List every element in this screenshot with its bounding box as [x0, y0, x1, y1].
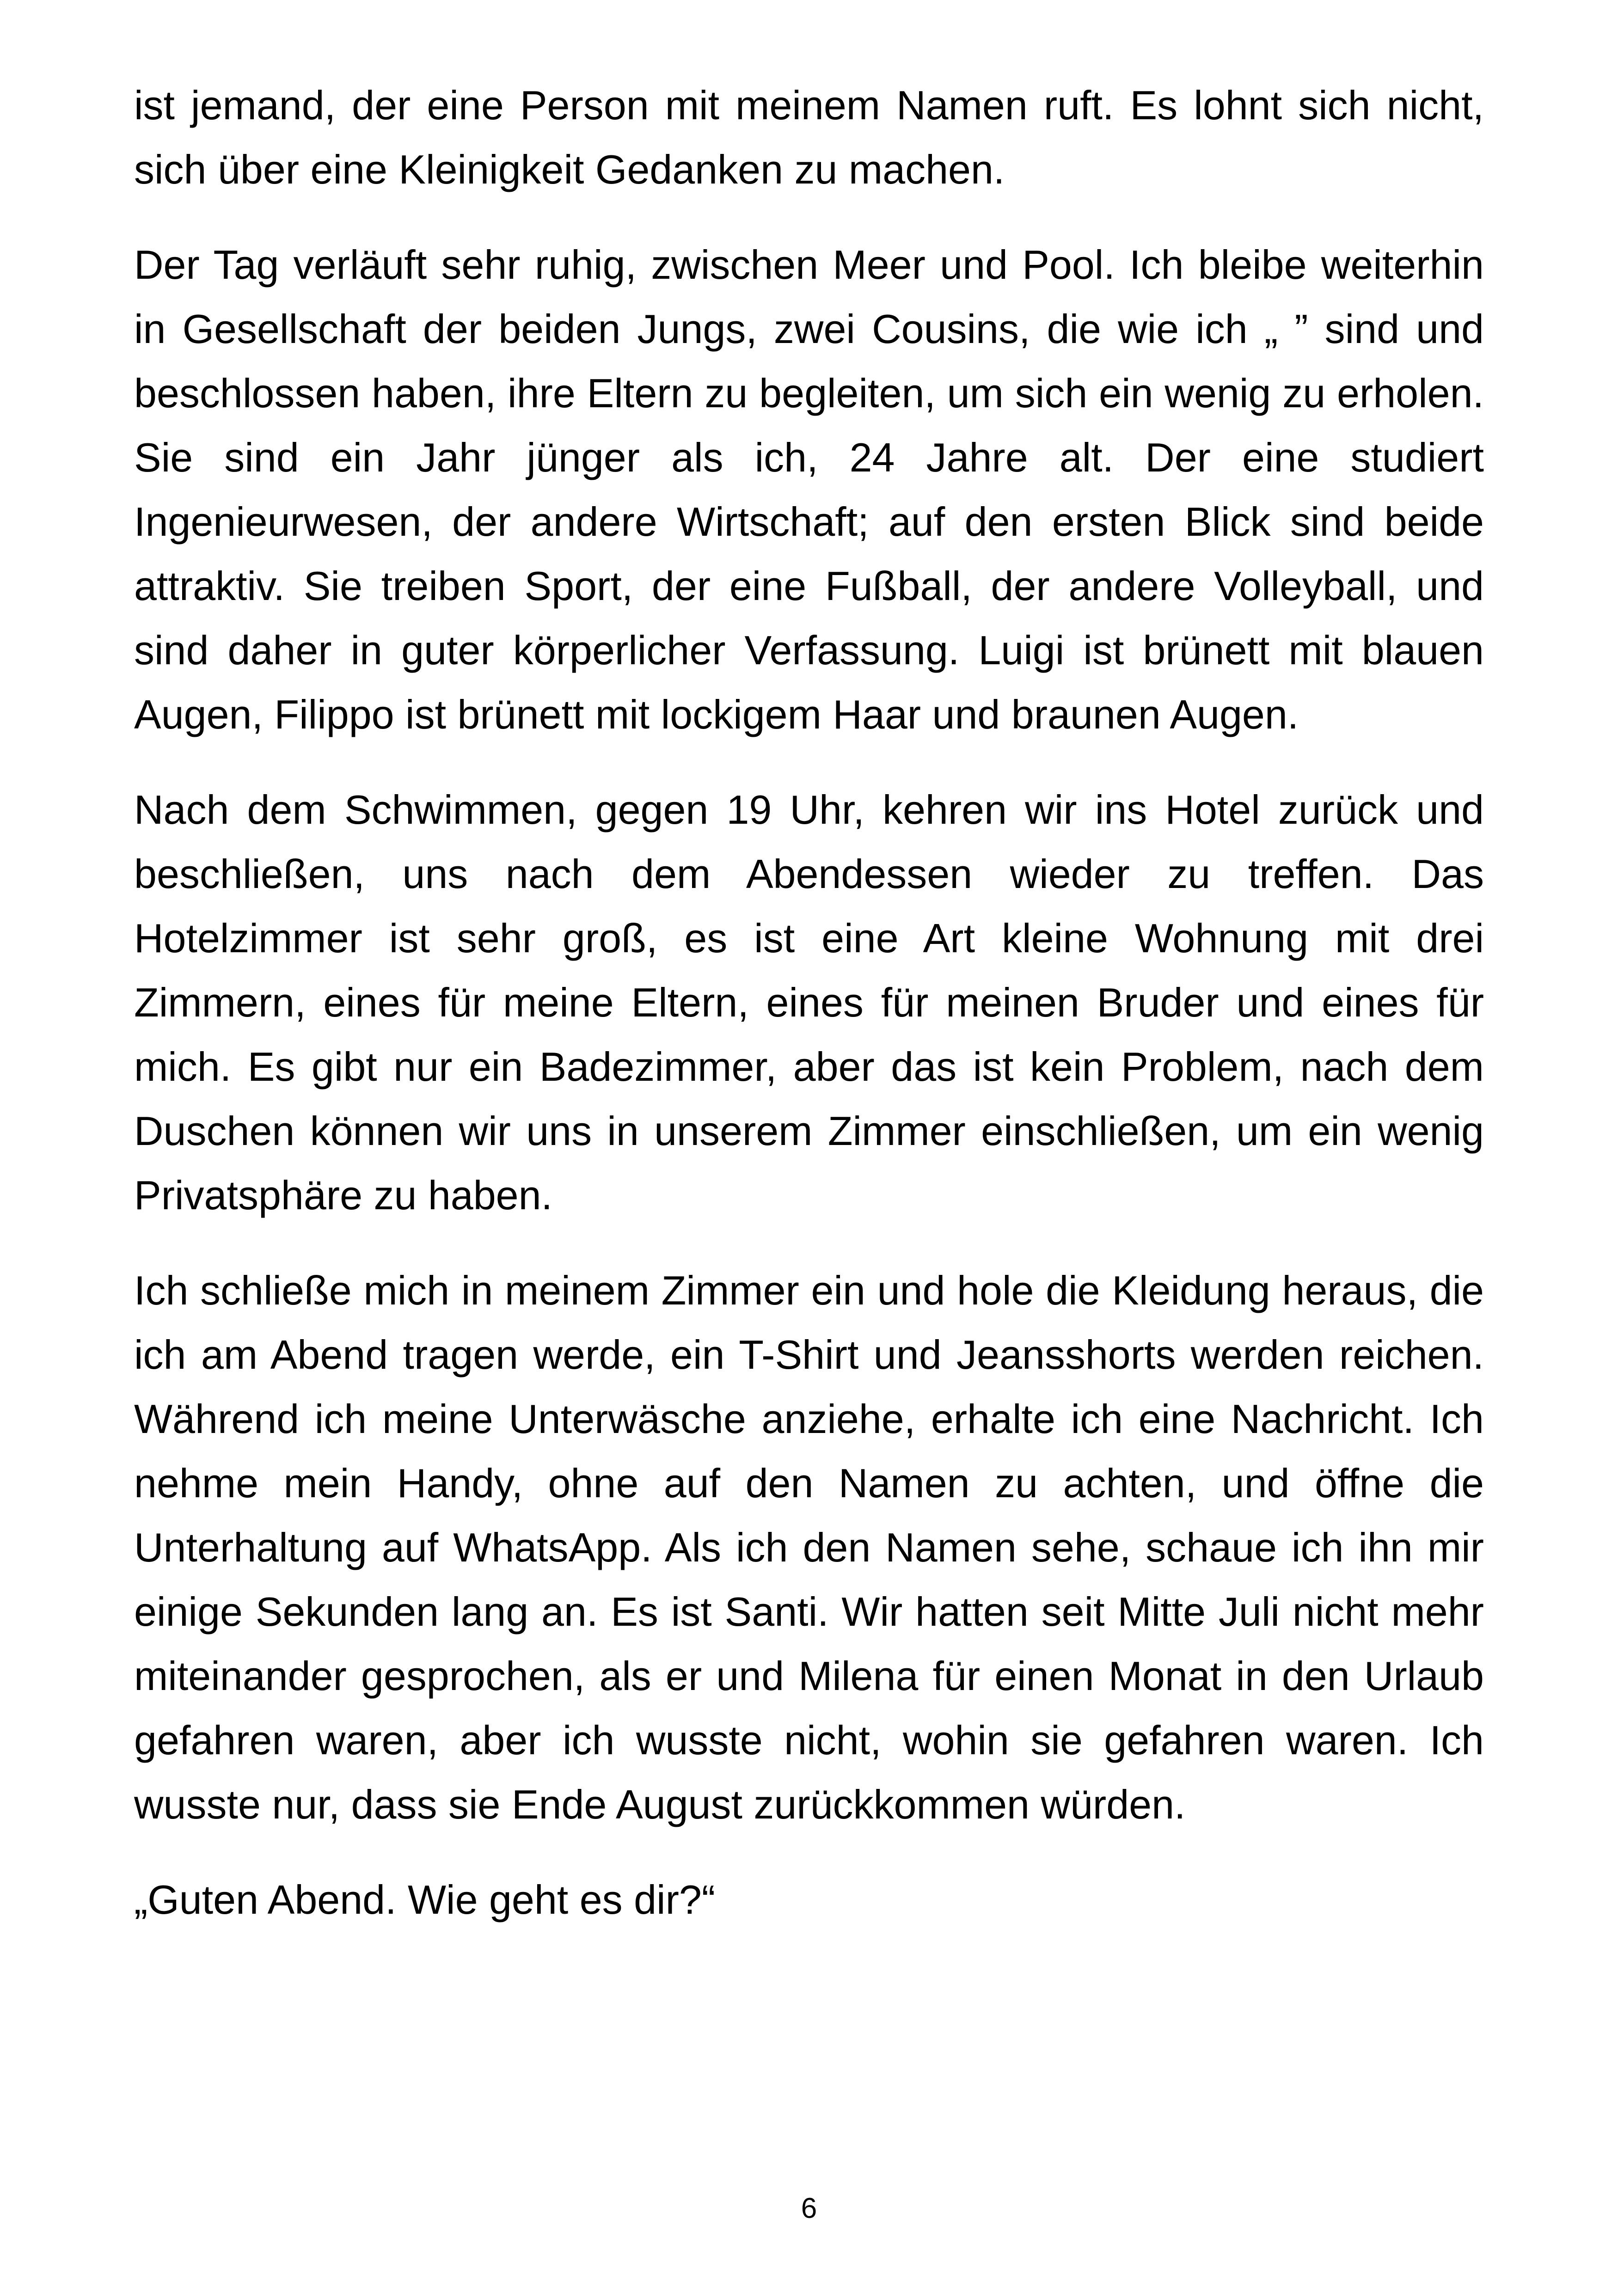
paragraph-3: Nach dem Schwimmen, gegen 19 Uhr, kehren wir ins Hotel zurück und beschließen, uns nach dem Abendessen wieder zu treffen. Das Hotelzimmer ist sehr groß, es ist eine Art kleine Wohnung mit drei Zimmern, eines für meine Eltern, eines für meinen Bruder und eines für mich. Es gibt nur ein Badezimmer, aber das ist kein Problem, nach dem Duschen können wir uns in unserem Zimmer einschließen, um ein wenig Privatsphäre zu haben.	[134, 787, 1484, 1218]
paragraph-1: ist jemand, der eine Person mit meinem Namen ruft. Es lohnt sich nicht, sich über eine Kleinigkeit Gedanken zu machen.	[134, 82, 1484, 192]
paragraph-5-dialogue: „Guten Abend. Wie geht es dir?“	[134, 1877, 716, 1923]
page-number: 6	[801, 2192, 817, 2224]
paragraph-4: Ich schließe mich in meinem Zimmer ein und hole die Kleidung heraus, die ich am Abend tragen werde, ein T-Shirt und Jeansshorts werden reichen. Während ich meine Unterwäsche anziehe, erhalte ich eine Nachricht. Ich nehme mein Handy, ohne auf den Namen zu achten, und öffne die Unterhaltung auf WhatsApp. Als ich den Namen sehe, schaue ich ihn mir einige Sekunden lang an. Es ist Santi. Wir hatten seit Mitte Juli nicht mehr miteinander gesprochen, als er und Milena für einen Monat in den Urlaub gefahren waren, aber ich wusste nicht, wohin sie gefahren waren. Ich wusste nur, dass sie Ende August zurückkommen würden.	[134, 1267, 1484, 1827]
paragraph-2: Der Tag verläuft sehr ruhig, zwischen Meer und Pool. Ich bleibe weiterhin in Gesellschaft der beiden Jungs, zwei Cousins, die wie ich „ ” sind und beschlossen haben, ihre Eltern zu begleiten, um sich ein wenig zu erholen. Sie sind ein Jahr jünger als ich, 24 Jahre alt. Der eine studiert Ingenieurwesen, der andere Wirtschaft; auf den ersten Blick sind beide attraktiv. Sie treiben Sport, der eine Fußball, der andere Volleyball, und sind daher in guter körperlicher Verfassung. Luigi ist brünett mit blauen Augen, Filippo ist brünett mit lockigem Haar und braunen Augen.	[134, 242, 1484, 737]
